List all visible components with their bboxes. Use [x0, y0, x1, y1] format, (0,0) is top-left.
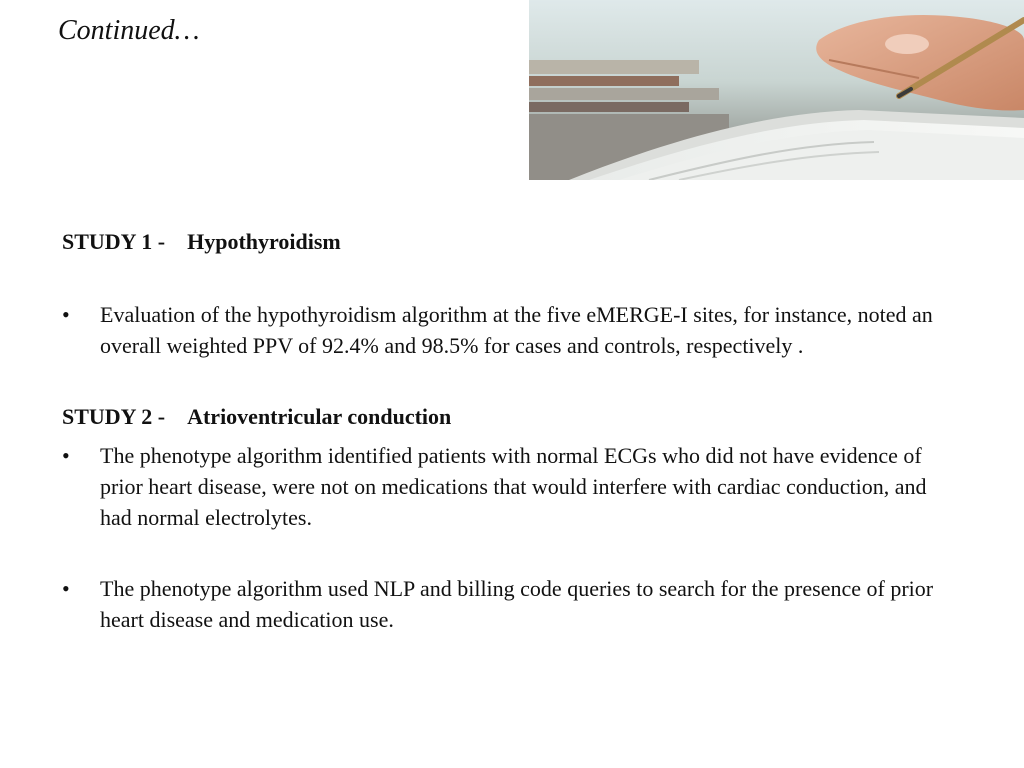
bullet-text: Evaluation of the hypothyroidism algorithm at the five eMERGE-I sites, for instance, noted an overall weighted PPV of 92.4% and 98.5% for cases and controls, respectively .: [100, 302, 933, 358]
bullet-icon: •: [62, 302, 70, 327]
list-item: [62, 299, 962, 361]
study-2-label: STUDY 2 -: [62, 404, 166, 429]
bullet-icon: •: [62, 576, 70, 601]
slide-title: Continued…: [58, 15, 200, 46]
study-1-label: STUDY 1 -: [62, 229, 166, 254]
list-item: [62, 440, 962, 533]
study-1-bullets: [62, 299, 962, 361]
study-2-bullets: [62, 440, 962, 635]
bullet-icon: •: [62, 443, 70, 468]
study-2-heading: [62, 401, 962, 432]
study-1-heading: [62, 226, 962, 257]
slide-body: [62, 226, 962, 635]
bullet-text: The phenotype algorithm used NLP and billing code queries to search for the presence of prior heart disease and medication use.: [100, 576, 934, 632]
hand-writing-on-book-icon: [529, 0, 1024, 180]
bullet-text: The phenotype algorithm identified patients with normal ECGs who did not have evidence of prior heart disease, were not on medications that would interfere with cardiac conduction, and had normal electrolytes.: [100, 443, 927, 530]
study-1-topic: Hypothyroidism: [187, 229, 341, 254]
study-2-topic: Atrioventricular conduction: [187, 404, 452, 429]
list-item: [62, 573, 962, 635]
